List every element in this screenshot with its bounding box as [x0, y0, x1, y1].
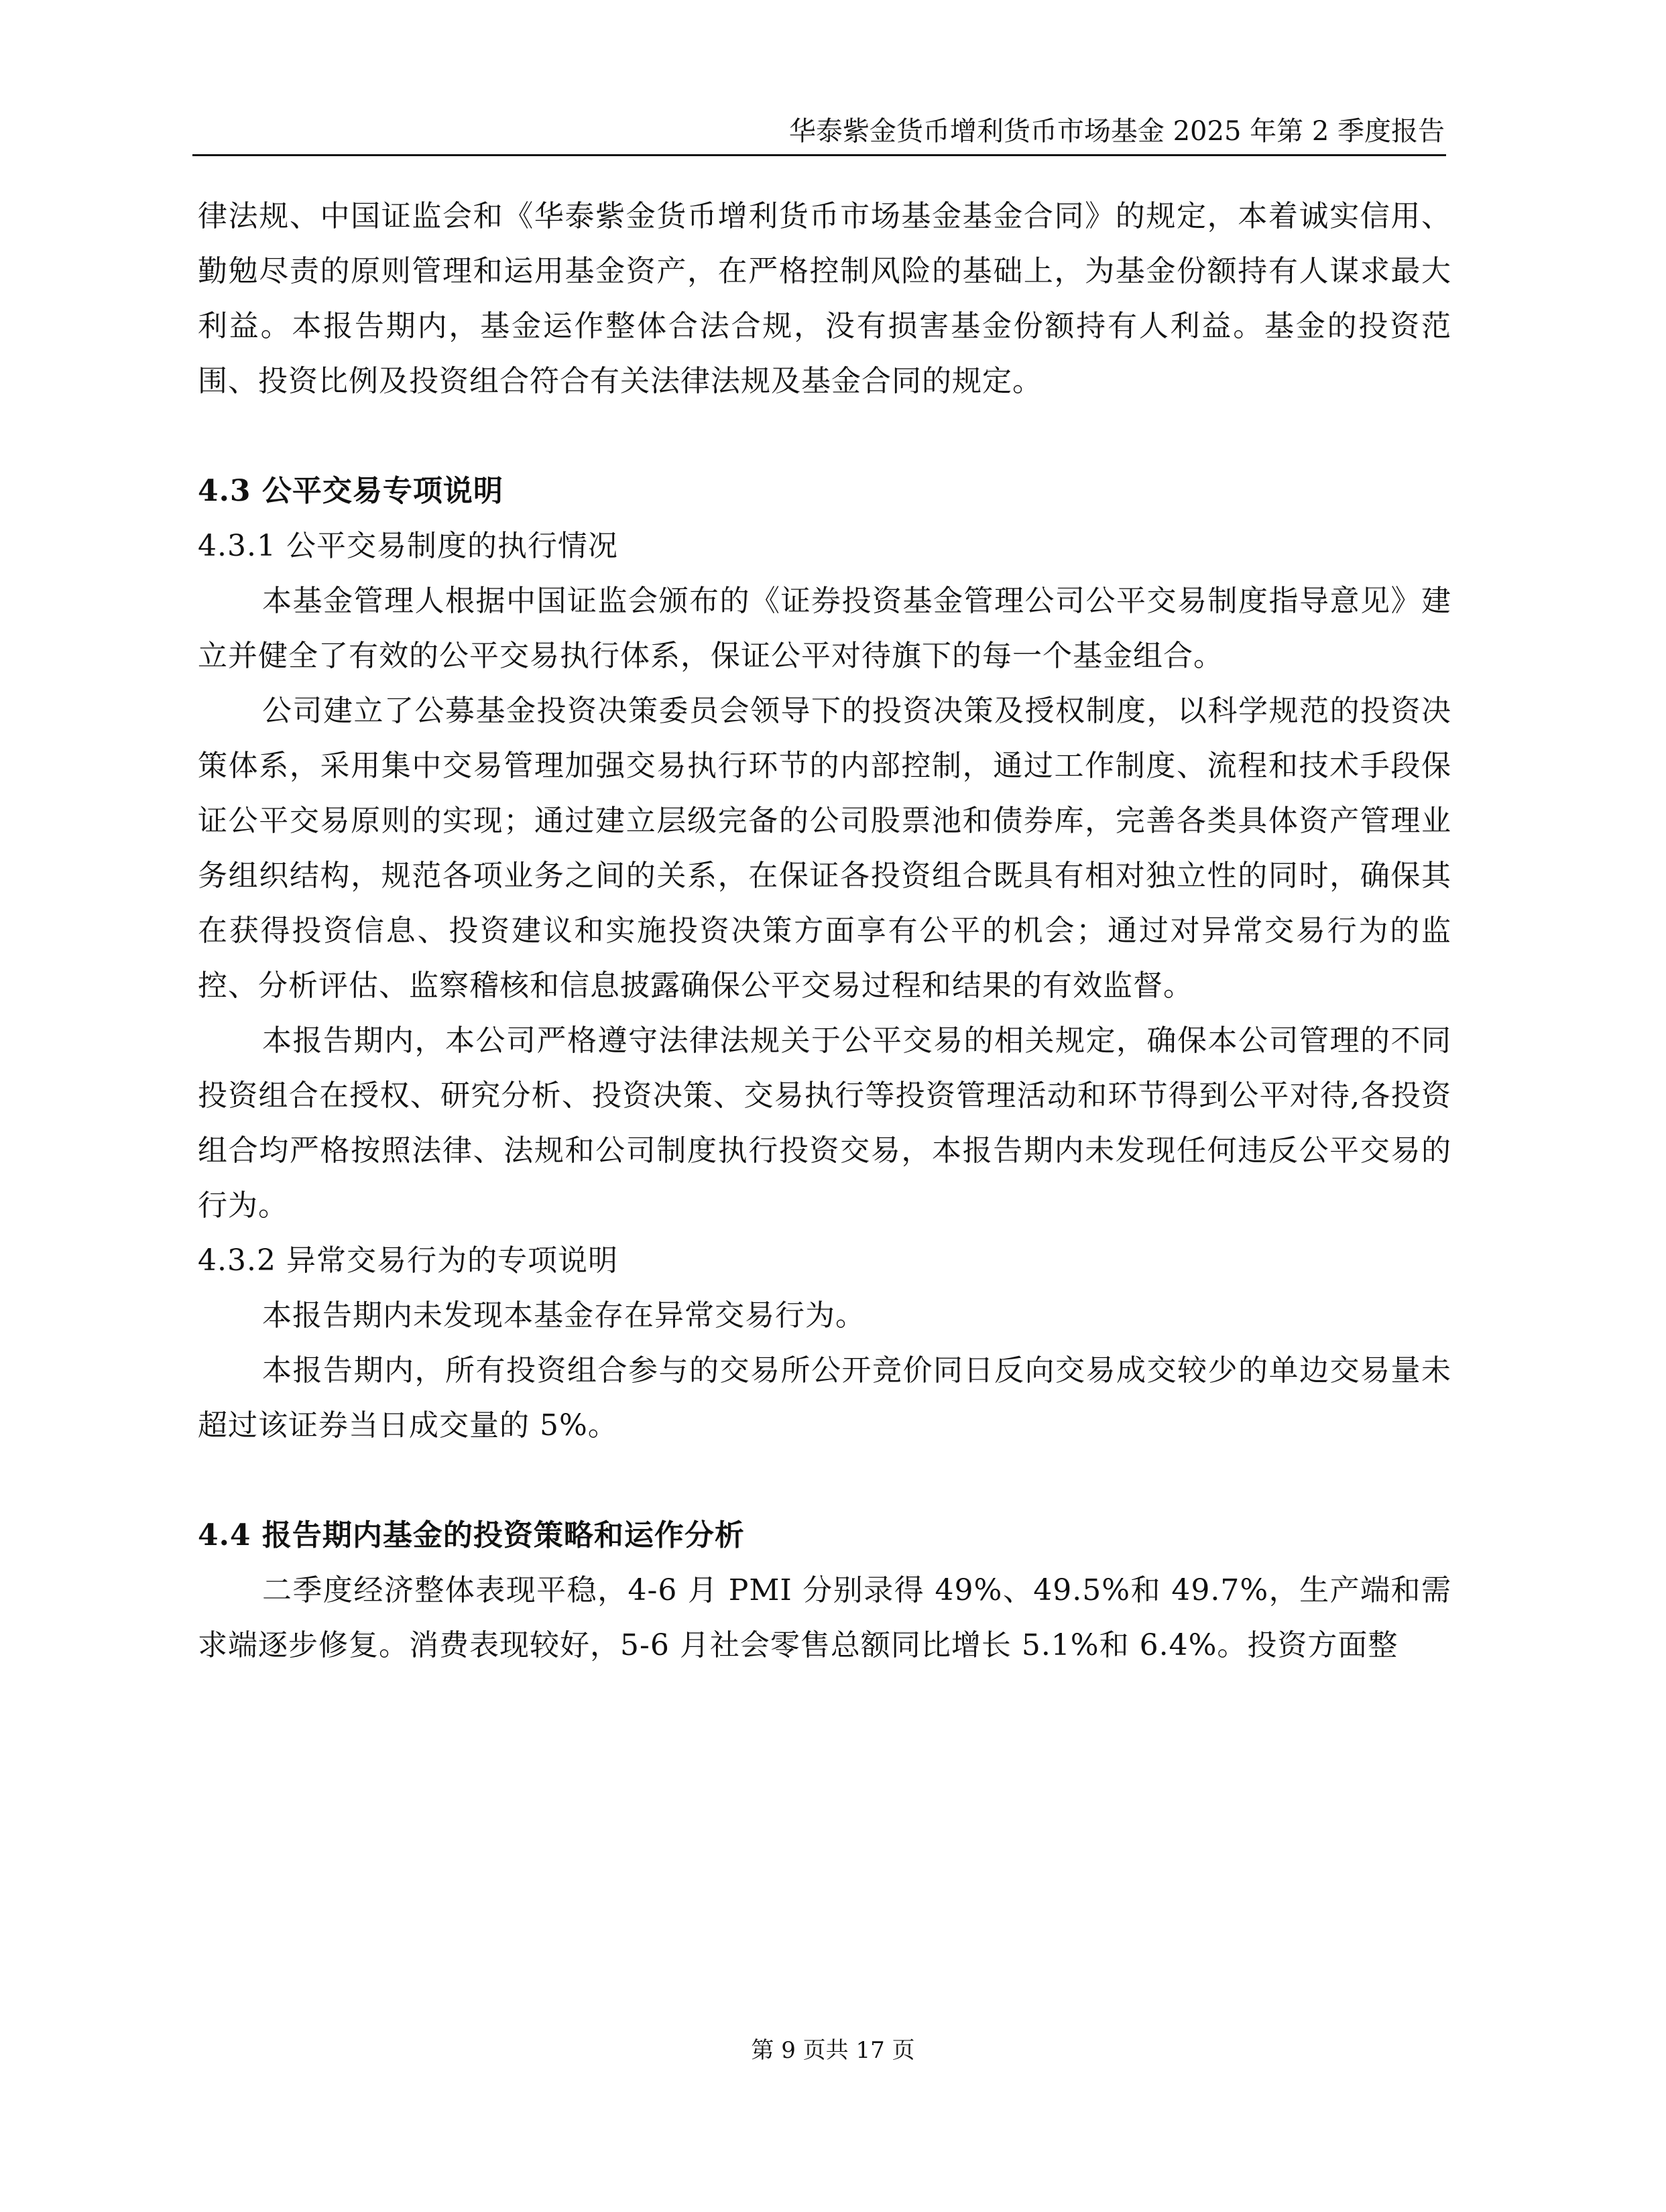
- paragraph: 本报告期内，所有投资组合参与的交易所公开竞价同日反向交易成交较少的单边交易量未超过该证券当日成交量的 5%。: [198, 1353, 1451, 1442]
- subsection-heading-4-3-2: 4.3.2 异常交易行为的专项说明: [198, 1243, 618, 1278]
- header-divider: [192, 154, 1446, 156]
- subsection-heading-4-3-1: 4.3.1 公平交易制度的执行情况: [198, 529, 618, 563]
- paragraph: 本报告期内未发现本基金存在异常交易行为。: [262, 1298, 866, 1333]
- paragraph: 本基金管理人根据中国证监会颁布的《证券投资基金管理公司公平交易制度指导意见》建立并健全了有效的公平交易执行体系，保证公平对待旗下的每一个基金组合。: [198, 584, 1451, 673]
- paragraph: 公司建立了公募基金投资决策委员会领导下的投资决策及授权制度，以科学规范的投资决策体系，采用集中交易管理加强交易执行环节的内部控制，通过工作制度、流程和技术手段保证公平交易原则的实现；通过建立层级完备的公司股票池和债券库，完善各类具体资产管理业务组织结构，规范各项业务之间的关系，在保证各投资组合既具有相对独立性的同时，确保其在获得投资信息、投资建议和实施投资决策方面享有公平的机会；通过对异常交易行为的监控、分析评估、监察稽核和信息披露确保公平交易过程和结果的有效监督。: [198, 694, 1451, 1003]
- report-title: 华泰紫金货币增利货币市场基金 2025 年第 2 季度报告: [788, 116, 1445, 147]
- page-number: 第 9 页共 17 页: [751, 2037, 915, 2064]
- intro-paragraph: 律法规、中国证监会和《华泰紫金货币增利货币市场基金基金合同》的规定，本着诚实信用、勤勉尽责的原则管理和运用基金资产，在严格控制风险的基础上，为基金份额持有人谋求最大利益。本报告期内，基金运作整体合法合规，没有损害基金份额持有人利益。基金的投资范围、投资比例及投资组合符合有关法律法规及基金合同的规定。: [198, 199, 1451, 398]
- spacer: [198, 409, 1451, 464]
- page-content: [198, 189, 1451, 1673]
- paragraph: 本报告期内，本公司严格遵守法律法规关于公平交易的相关规定，确保本公司管理的不同投资组合在授权、研究分析、投资决策、交易执行等投资管理活动和环节得到公平对待,各投资组合均严格按照法律、法规和公司制度执行投资交易，本报告期内未发现任何违反公平交易的行为。: [198, 1024, 1451, 1223]
- paragraph: 二季度经济整体表现平稳，4-6 月 PMI 分别录得 49%、49.5%和 49.7%，生产端和需求端逐步修复。消费表现较好，5-6 月社会零售总额同比增长 5.1%和 6.4%。投资方面整: [198, 1573, 1451, 1662]
- section-heading-4-3: 4.3 公平交易专项说明: [198, 474, 503, 508]
- spacer: [198, 1453, 1451, 1508]
- section-heading-4-4: 4.4 报告期内基金的投资策略和运作分析: [198, 1518, 745, 1552]
